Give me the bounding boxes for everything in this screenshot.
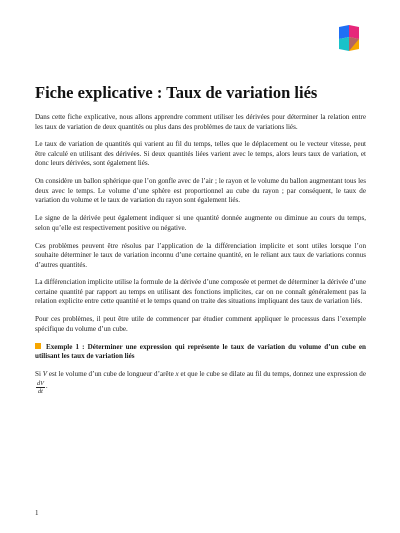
paragraph: La différenciation implicite utilise la formule de la dérivée d’une composée et permet de déterminer la dérivée d’une certaine quantité par rapport au temps en utilisant des fonctions implicites, car on ne connaît généralement pas la relation explicite entre cette quantité et le temps quand on traite des situations impliquant des taux de variation liés. [35, 278, 366, 306]
variable-v: V [42, 370, 48, 379]
example-heading-text: Exemple 1 : Déterminer une expression qui représente le taux de variation du volume d’un cube en utilisant les taux de variation liés [35, 342, 366, 361]
document-body [35, 113, 366, 403]
fraction-numerator: dV [37, 379, 44, 387]
example-text: Si [35, 370, 43, 379]
paragraph: Ces problèmes peuvent être résolus par l’application de la différenciation implicite et sont utiles lorsque l’on souhaite déterminer le taux de variation inconnu d’une certaine quantité, en le reliant aux taux de variations connus d’autres quantités. [35, 241, 366, 269]
paragraph: On considère un ballon sphérique que l’on gonfle avec de l’air ; le rayon et le volume du ballon augmentant tous les deux avec le temps. Le volume d’une sphère est proportionnel au cube du rayon ; par conséquent, le taux de variation du volume et le taux de variation du rayon sont également liés. [35, 177, 366, 205]
page-number: 1 [35, 509, 39, 517]
example-question [35, 370, 366, 395]
example-text: est le volume d’un cube de longueur d’arête [47, 370, 176, 379]
nagwa-logo-icon [335, 25, 363, 53]
orange-square-icon [35, 343, 41, 349]
paragraph: Le taux de variation de quantités qui varient au fil du temps, telles que le déplacement ou le vecteur vitesse, peut être calculé en utilisant des dérivées. Si deux quantités liées varient avec le temps, alors leurs taux de variation, et donc leurs dérivées, sont également liés. [35, 140, 366, 168]
example-text: et que le cube se dilate au fil du temps, donnez une expression de [178, 370, 366, 379]
paragraph: Pour ces problèmes, il peut être utile de commencer par étudier comment appliquer le processus dans l’exemple spécifique du volume d’un cube. [35, 315, 366, 333]
example-heading [35, 343, 366, 362]
example-text: . [45, 381, 48, 390]
paragraph: Le signe de la dérivée peut également indiquer si une quantité donnée augmente ou diminue au cours du temps, selon qu’elle est respectivement positive ou négative. [35, 214, 366, 232]
fraction-denominator: dt [38, 387, 43, 395]
page-title: Fiche explicative : Taux de variation liés [35, 83, 318, 102]
variable-x: x [175, 370, 179, 379]
derivative-fraction [36, 380, 45, 395]
paragraph: Dans cette fiche explicative, nous allons apprendre comment utiliser les dérivées pour déterminer la relation entre les taux de variation de deux quantités ou plus dans des problèmes de taux de variations liés. [35, 113, 366, 131]
